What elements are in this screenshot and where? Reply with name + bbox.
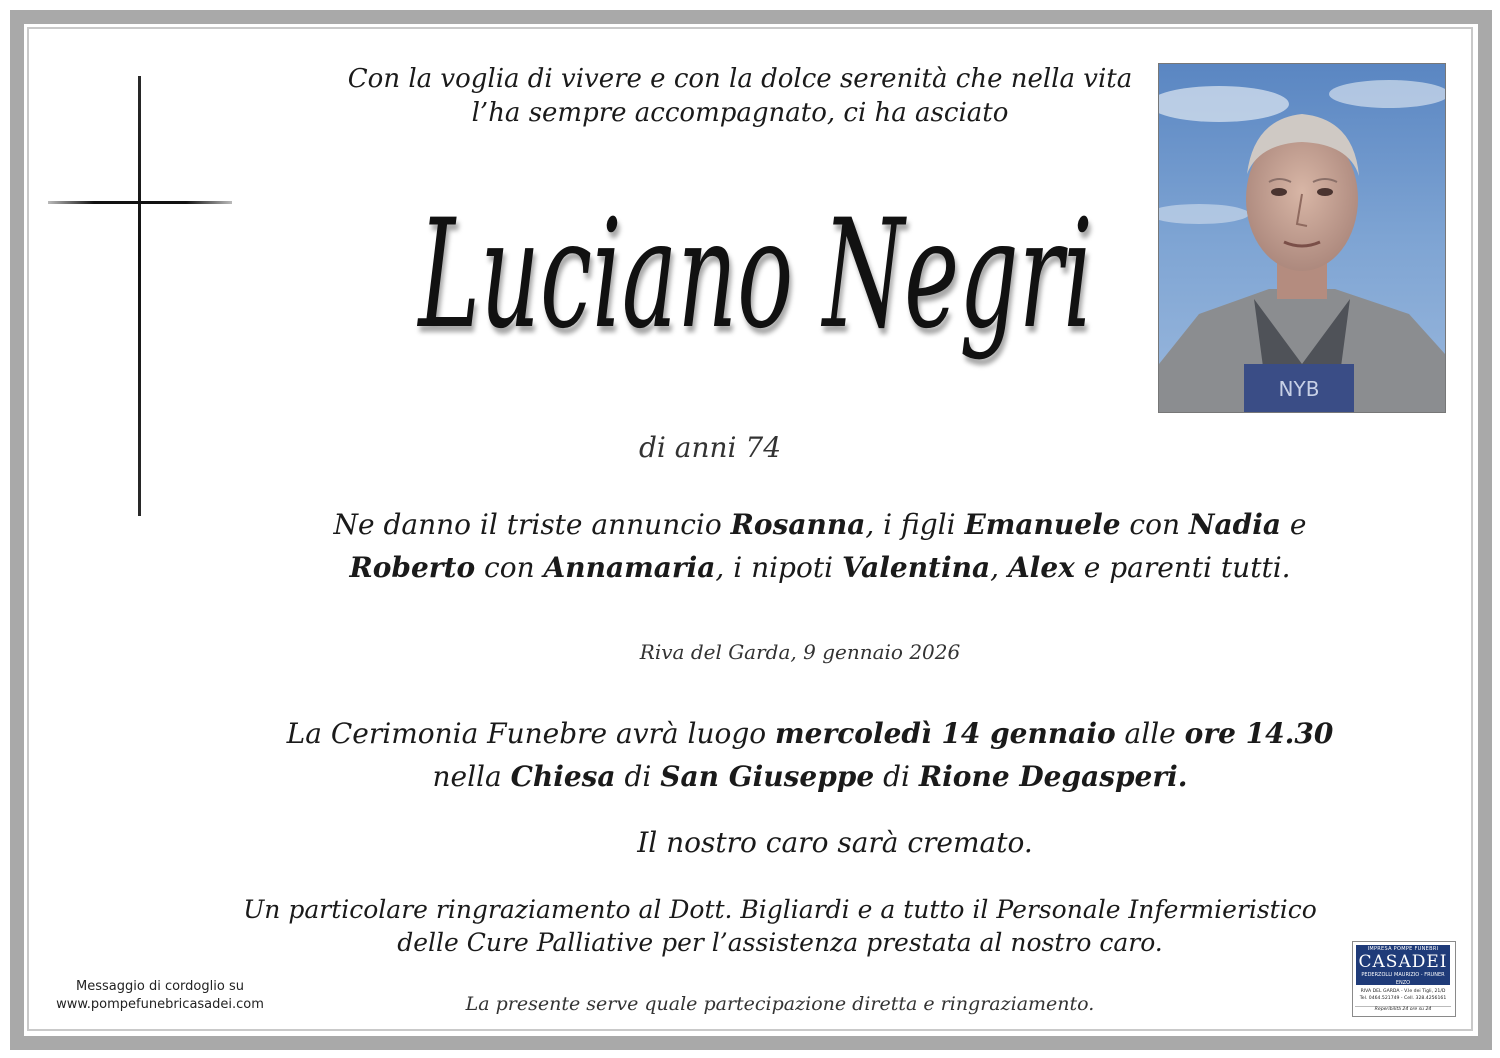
ceremony-text xyxy=(200,712,1420,798)
age-text: di anni 74 xyxy=(638,431,782,464)
ceremony-church: Chiesa xyxy=(510,760,616,793)
ceremony-saint: San Giuseppe xyxy=(660,760,875,793)
name-rosanna: Rosanna xyxy=(730,508,866,541)
ceremony-line-2: nella Chiesa di San Giuseppe di Rione Degasperi. xyxy=(432,760,1188,793)
intro-line-1: Con la voglia di vivere e con la dolce serenità che nella vita xyxy=(347,64,1133,94)
thanks-line-1: Un particolare ringraziamento al Dott. Bigliardi e a tutto il Personale Infermieristico xyxy=(243,895,1317,924)
logo-top-text: IMPRESA POMPE FUNEBRI xyxy=(1367,946,1439,952)
announcement-text xyxy=(250,503,1390,589)
name-valentina: Valentina xyxy=(841,551,991,584)
thanks-text xyxy=(180,893,1380,959)
footer-note: La presente serve quale partecipazione diretta e ringraziamento. xyxy=(465,993,1095,1015)
name-alex: Alex xyxy=(1007,551,1075,584)
condolence-line-1: Messaggio di cordoglio su xyxy=(76,979,244,994)
logo-availability: Reperibilità 24 ore su 24 xyxy=(1355,1006,1451,1013)
name-emanuele: Emanuele xyxy=(964,508,1121,541)
intro-text xyxy=(310,62,1170,130)
ceremony-line-1: La Cerimonia Funebre avrà luogo mercoledì 14 gennaio alle ore 14.30 xyxy=(286,717,1334,750)
announcement-line-2: Roberto con Annamaria, i nipoti Valentina, Alex e parenti tutti. xyxy=(349,551,1291,584)
funeral-home-logo xyxy=(1352,941,1456,1017)
name-nadia: Nadia xyxy=(1188,508,1281,541)
intro-line-2: l’ha sempre accompagnato, ci ha asciato xyxy=(471,98,1009,128)
place-date: Riva del Garda, 9 gennaio 2026 xyxy=(639,640,961,664)
logo-address: RIVA DEL GARDA - V.le dei Tigli, 21/D xyxy=(1360,989,1446,994)
portrait-photo xyxy=(1158,63,1446,413)
logo-phones: Tel. 0464.521749 - Cell. 328.4256161 xyxy=(1359,996,1447,1001)
thanks-line-2: delle Cure Palliative per l’assistenza prestata al nostro caro. xyxy=(397,928,1163,957)
deceased-name: Luciano Negri xyxy=(418,188,1093,362)
condolence-message xyxy=(40,978,280,1014)
name-annamaria: Annamaria xyxy=(543,551,716,584)
condolence-url[interactable]: www.pompefunebricasadei.com xyxy=(56,997,264,1012)
ceremony-district: Rione Degasperi. xyxy=(918,760,1188,793)
logo-brand: CASADEI xyxy=(1358,952,1448,972)
ceremony-date: mercoledì 14 gennaio xyxy=(775,717,1116,750)
svg-text:NYB: NYB xyxy=(1278,377,1320,401)
cremation-text: Il nostro caro sarà cremato. xyxy=(637,826,1033,859)
announcement-line-1: Ne danno il triste annuncio Rosanna, i figli Emanuele con Nadia e xyxy=(333,508,1307,541)
logo-owners: PEDERZOLLI MAURIZIO - FRUNER ENZO xyxy=(1361,972,1445,986)
ceremony-time: ore 14.30 xyxy=(1184,717,1334,750)
name-roberto: Roberto xyxy=(349,551,476,584)
